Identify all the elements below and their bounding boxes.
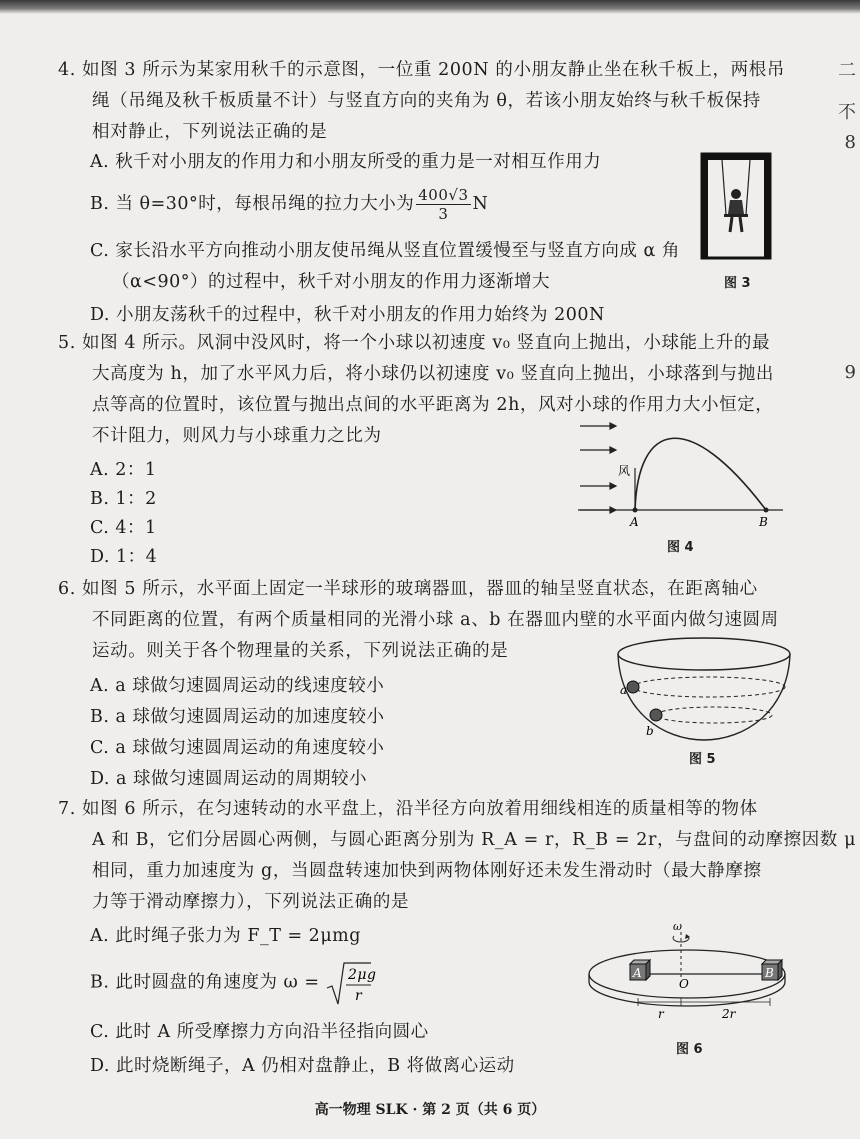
point-a-label: A (630, 515, 639, 529)
q6-option-b: B. a 球做匀速圆周运动的加速度较小 (90, 707, 385, 727)
q7-stem-line: 7. 如图 6 所示，在匀速转动的水平盘上，沿半径方向放着用细线相连的质量相等的物体 (58, 799, 758, 819)
figure-3-swing (700, 152, 772, 260)
q4-option-c-line1: C. 家长沿水平方向推动小朋友使吊绳从竖直位置缓慢至与竖直方向成 α 角 (90, 241, 680, 261)
fraction-numerator: 400√3 (418, 186, 469, 204)
edge-mark: 不 (838, 102, 856, 123)
figure-5-bowl (614, 632, 794, 744)
q4-stem-line: 相对静止，下列说法正确的是 (92, 122, 328, 142)
q5-stem-line: 点等高的位置时，该位置与抛出点间的水平距离为 2h，风对小球的作用力大小恒定， (92, 395, 774, 415)
radius-r-label: r (658, 1007, 664, 1021)
question-7 (58, 794, 857, 918)
q6-stem-line: 6. 如图 5 所示，水平面上固定一半球形的玻璃器皿，器皿的轴呈竖直状态，在距离轴心 (58, 579, 758, 599)
q5-option-b: B. 1：2 (90, 489, 157, 509)
fraction-denominator: 3 (438, 205, 449, 223)
edge-mark: 二 (838, 60, 856, 81)
figure-5-caption: 图 5 (689, 752, 716, 767)
q7-option-b-sqrt (326, 960, 377, 1006)
q4-option-b-fraction (416, 186, 470, 223)
q4-option-d: D. 小朋友荡秋千的过程中，秋千对小朋友的作用力始终为 200N (90, 305, 605, 325)
question-4 (58, 55, 793, 148)
block-a-label: A (633, 966, 642, 980)
q5-stem-line: 不计阻力，则风力与小球重力之比为 (92, 426, 382, 446)
q7-option-c: C. 此时 A 所受摩擦力方向沿半径指向圆心 (90, 1022, 429, 1042)
sqrt-numerator: 2μg (347, 967, 377, 983)
q4-option-b-unit: N (472, 194, 489, 214)
q7-stem-line: 力等于滑动摩擦力），下列说法正确的是 (92, 892, 410, 912)
q4-option-b (90, 186, 488, 223)
edge-mark: 9 (844, 362, 856, 383)
q4-stem-line: 4. 如图 3 所示为某家用秋千的示意图，一位重 200N 的小朋友静止坐在秋千板上，两根吊 (58, 60, 785, 80)
q6-stem-line: 运动。则关于各个物理量的关系，下列说法正确的是 (92, 641, 509, 661)
q4-option-c-line2: （α<90°）的过程中，秋千对小朋友的作用力逐渐增大 (112, 272, 550, 292)
block-b-label: B (765, 966, 774, 980)
radius-2r-label: 2r (722, 1007, 736, 1021)
q6-stem-line: 不同距离的位置，有两个质量相同的光滑小球 a、b 在器皿内壁的水平面内做匀速圆周 (92, 610, 779, 630)
figure-3-caption: 图 3 (724, 276, 751, 291)
point-b-label: B (759, 515, 768, 529)
q7-stem-line: A 和 B，它们分居圆心两侧，与圆心距离分别为 R_A = r，R_B = 2r，与盘间的动摩擦因数 μ (92, 830, 857, 850)
q7-option-a: A. 此时绳子张力为 F_T = 2μmg (90, 926, 361, 946)
q5-stem-line: 5. 如图 4 所示。风洞中没风时，将一个小球以初速度 v₀ 竖直向上抛出，小球能上升的最 (58, 333, 771, 353)
figure-6-caption: 图 6 (676, 1042, 703, 1057)
edge-mark: 8 (844, 132, 856, 153)
q7-stem-line: 相同，重力加速度为 g，当圆盘转速加快到两物体刚好还未发生滑动时（最大静摩擦 (92, 861, 762, 881)
q6-option-d: D. a 球做匀速圆周运动的周期较小 (90, 769, 368, 789)
sqrt-denominator: r (354, 988, 362, 1004)
q5-stem-line: 大高度为 h，加了水平风力后，将小球仍以初速度 v₀ 竖直向上抛出，小球落到与抛出 (92, 364, 774, 384)
q5-option-d: D. 1：4 (90, 547, 158, 567)
figure-4-trajectory (578, 412, 788, 532)
center-o-label: O (679, 977, 689, 991)
q5-option-a: A. 2：1 (90, 460, 157, 480)
q6-option-a: A. a 球做匀速圆周运动的线速度较小 (90, 676, 385, 696)
scan-top-edge (0, 0, 860, 14)
q7-option-d: D. 此时烧断绳子，A 仍相对盘静止，B 将做离心运动 (90, 1056, 515, 1076)
q4-stem-line: 绳（吊绳及秋千板质量不计）与竖直方向的夹角为 θ，若该小朋友始终与秋千板保持 (92, 91, 761, 111)
page-footer: 高一物理 SLK · 第 2 页（共 6 页） (314, 1102, 546, 1118)
wind-label: 风 (618, 464, 631, 478)
omega-label: ω (673, 920, 682, 933)
q7-option-b (90, 960, 377, 1006)
sqrt-sign-icon (326, 960, 377, 1006)
q4-option-b-text: B. 当 θ=30°时，每根吊绳的拉力大小为 (90, 194, 415, 214)
figure-6-disk (586, 918, 796, 1030)
q5-option-c: C. 4：1 (90, 518, 157, 538)
figure-4-caption: 图 4 (667, 540, 694, 555)
q6-option-c: C. a 球做匀速圆周运动的角速度较小 (90, 738, 385, 758)
q4-option-a: A. 秋千对小朋友的作用力和小朋友所受的重力是一对相互作用力 (90, 152, 602, 172)
q7-option-b-text: B. 此时圆盘的角速度为 ω = (90, 972, 320, 993)
ball-b-label: b (646, 724, 654, 738)
ball-a-label: a (620, 683, 628, 697)
